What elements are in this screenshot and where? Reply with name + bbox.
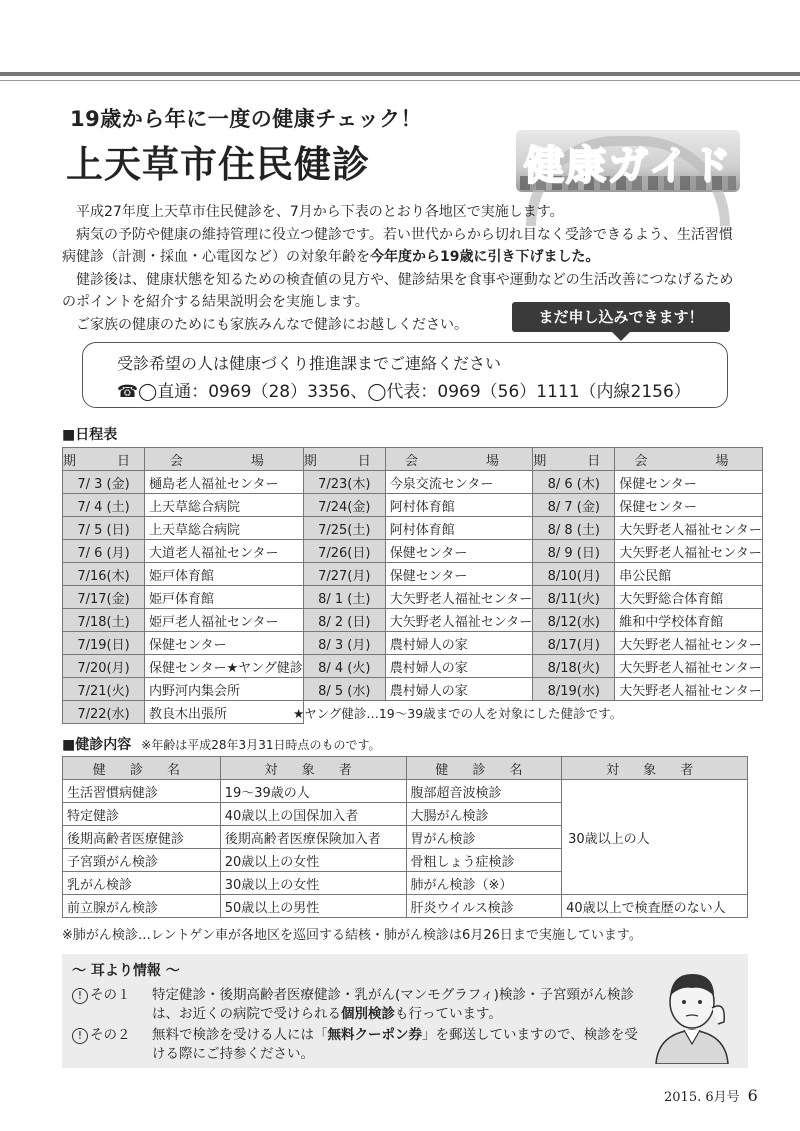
- schedule-date-cell: 7/ 4 (土): [63, 494, 145, 517]
- exam-target-cell: 19～39歳の人: [220, 780, 406, 803]
- schedule-date-cell: 8/ 5 (水): [303, 678, 385, 701]
- schedule-venue-cell: 姫戸老人福祉センター: [145, 609, 304, 632]
- schedule-row: [63, 632, 763, 655]
- badge-label: 健康ガイド: [524, 143, 733, 189]
- exams-header-row: [63, 757, 748, 780]
- col-exam-name: 健 診 名: [406, 757, 562, 780]
- schedule-venue-cell: 樋島老人福祉センター: [145, 471, 304, 494]
- schedule-date-cell: 8/11(火): [533, 586, 615, 609]
- schedule-venue-cell: 大矢野老人福祉センター: [615, 540, 762, 563]
- info-item-2-text-a: 無料で検診を受ける人には「: [152, 1027, 328, 1043]
- exams-heading-label: ■健診内容: [62, 737, 132, 753]
- exclamation-icon: !: [72, 1028, 88, 1044]
- schedule-venue-cell: 保健センター: [615, 471, 762, 494]
- exam-target-merged-cell: 30歳以上の人: [562, 780, 748, 895]
- schedule-row: [63, 655, 763, 678]
- schedule-venue-cell: 教良木出張所: [145, 701, 304, 724]
- contact-box: [82, 342, 728, 408]
- schedule-date-cell: 8/19(水): [533, 678, 615, 701]
- schedule-date-cell: 8/ 7 (金): [533, 494, 615, 517]
- individual-exam-emphasis: 個別検診: [341, 1006, 395, 1022]
- schedule-row: [63, 540, 763, 563]
- schedule-date-cell: 7/ 5 (日): [63, 517, 145, 540]
- col-date: 期 日: [303, 448, 385, 471]
- exam-target-cell: 後期高齢者医療保険加入者: [220, 826, 406, 849]
- health-guide-badge: [516, 130, 740, 192]
- schedule-row: [63, 471, 763, 494]
- exam-name-cell: 前立腺がん検診: [63, 895, 221, 918]
- info-heading: ～ 耳より情報 ～: [72, 963, 180, 979]
- exam-name-cell: 後期高齢者医療健診: [63, 826, 221, 849]
- schedule-empty-cell: [615, 701, 762, 724]
- schedule-venue-cell: 保健センター: [385, 563, 532, 586]
- schedule-venue-cell: 大矢野老人福祉センター: [615, 632, 762, 655]
- exam-name-cell: 特定健診: [63, 803, 221, 826]
- schedule-date-cell: 7/16(木): [63, 563, 145, 586]
- schedule-date-cell: 7/23(木): [303, 471, 385, 494]
- intro-paragraph-3: 健診後は、健康状態を知るための検査値の見方や、健診結果を食事や運動などの生活改善につなげるためのポイントを紹介する結果説明会を実施します。: [62, 271, 734, 311]
- info-item-1-text-a: 特定健診・後期高齢者医療健診・乳がん(マンモグラフィ)検診・子宮頸がん検診は、お近くの病院で受けられる: [152, 987, 634, 1022]
- exam-name-cell: 肝炎ウイルス検診: [406, 895, 562, 918]
- col-exam-target: 対 象 者: [562, 757, 748, 780]
- contact-line-1: 受診希望の人は健康づくり推進課までご連絡ください: [117, 354, 502, 373]
- info-item-2: [72, 1026, 638, 1062]
- schedule-date-cell: 7/25(土): [303, 517, 385, 540]
- exclamation-icon: !: [72, 988, 88, 1004]
- schedule-date-cell: 8/ 8 (土): [533, 517, 615, 540]
- schedule-table: [62, 447, 763, 724]
- schedule-venue-cell: 大矢野総合体育館: [615, 586, 762, 609]
- issue-label: 2015. 6月号: [664, 1090, 740, 1105]
- still-accepting-callout: まだ申し込みできます！: [512, 302, 730, 332]
- schedule-venue-cell: 上天草総合病院: [145, 517, 304, 540]
- schedule-row: [63, 586, 763, 609]
- schedule-date-cell: 8/ 9 (日): [533, 540, 615, 563]
- schedule-date-cell: 8/12(水): [533, 609, 615, 632]
- info-item-1-text-c: も行っています。: [395, 1006, 502, 1022]
- col-venue: 会 場: [615, 448, 762, 471]
- intro-paragraph-1: 平成27年度上天草市住民健診を、7月から下表のとおり各地区で実施します。: [76, 204, 564, 220]
- schedule-venue-cell: 姫戸体育館: [145, 586, 304, 609]
- schedule-venue-cell: 今泉交流センター: [385, 471, 532, 494]
- schedule-heading: ■日程表: [62, 427, 118, 443]
- exam-row: [63, 895, 748, 918]
- exam-name-cell: 骨粗しょう症検診: [406, 849, 562, 872]
- col-venue: 会 場: [385, 448, 532, 471]
- schedule-date-cell: 8/ 4 (火): [303, 655, 385, 678]
- schedule-venue-cell: 阿村体育館: [385, 517, 532, 540]
- exam-name-cell: 肺がん検診（※）: [406, 872, 562, 895]
- schedule-date-cell: 8/ 6 (木): [533, 471, 615, 494]
- schedule-row: [63, 609, 763, 632]
- schedule-date-cell: 7/26(日): [303, 540, 385, 563]
- contact-line-2: ☎◯直通：0969（28）3356、◯代表：0969（56）1111（内線2156）: [117, 382, 691, 402]
- schedule-date-cell: 8/ 2 (日): [303, 609, 385, 632]
- schedule-venue-cell: 大矢野老人福祉センター: [385, 609, 532, 632]
- young-checkup-note: ★ヤング健診…19～39歳までの人を対象にした健診です。: [293, 706, 623, 721]
- schedule-date-cell: 8/10(月): [533, 563, 615, 586]
- schedule-venue-cell: 保健センター: [615, 494, 762, 517]
- schedule-venue-cell: 農村婦人の家: [385, 678, 532, 701]
- intro-paragraph-2: [62, 224, 742, 269]
- schedule-date-cell: 8/ 1 (土): [303, 586, 385, 609]
- exam-target-cell: 40歳以上の国保加入者: [220, 803, 406, 826]
- schedule-venue-cell: 保健センター★ヤング健診: [145, 655, 304, 678]
- col-date: 期 日: [63, 448, 145, 471]
- schedule-venue-cell: 阿村体育館: [385, 494, 532, 517]
- exam-target-cell: 30歳以上の女性: [220, 872, 406, 895]
- intro-p2-emphasis: 今年度から19歳に引き下げました。: [370, 249, 600, 266]
- schedule-row: [63, 563, 763, 586]
- schedule-date-cell: 7/17(金): [63, 586, 145, 609]
- exam-target-cell: 40歳以上で検査歴のない人: [562, 895, 748, 918]
- exam-name-cell: 大腸がん検診: [406, 803, 562, 826]
- info-item-1-text: [152, 986, 642, 1024]
- intro-p2-text: 病気の予防や健康の維持管理に役立つ健診です。若い世代からから切れ目なく受診できるよう、生活習慣病健診（計測・採血・心電図など）の対象年齢を: [62, 226, 733, 266]
- schedule-venue-cell: 上天草総合病院: [145, 494, 304, 517]
- schedule-date-cell: 8/ 3 (月): [303, 632, 385, 655]
- schedule-date-cell: 7/ 3 (金): [63, 471, 145, 494]
- col-date: 期 日: [533, 448, 615, 471]
- schedule-date-cell: 8/18(火): [533, 655, 615, 678]
- exams-heading: [62, 734, 381, 754]
- exam-name-cell: 生活習慣病健診: [63, 780, 221, 803]
- info-item-2-text-c: 」を郵送していますので、検診を受ける際にご持参ください。: [152, 1027, 638, 1062]
- page-subtitle: 19歳から年に一度の健康チェック！: [70, 107, 423, 131]
- schedule-venue-cell: 農村婦人の家: [385, 632, 532, 655]
- lung-cancer-note: ※肺がん検診…レントゲン車が各地区を巡回する結核・肺がん検診は6月26日まで実施しています。: [62, 928, 642, 943]
- schedule-header-row: [63, 448, 763, 471]
- schedule-venue-cell: 保健センター: [385, 540, 532, 563]
- schedule-row: [63, 517, 763, 540]
- exams-age-note: ※年齢は平成28年3月31日時点のものです。: [141, 738, 381, 752]
- schedule-venue-cell: 姫戸体育館: [145, 563, 304, 586]
- schedule-venue-cell: 内野河内集会所: [145, 678, 304, 701]
- exam-name-cell: 子宮頸がん検診: [63, 849, 221, 872]
- schedule-venue-cell: 大道老人福祉センター: [145, 540, 304, 563]
- intro-paragraph-4: ご家族の健康のためにも家族みんなで健診にお越しください。: [76, 316, 468, 333]
- schedule-venue-cell: 保健センター: [145, 632, 304, 655]
- exam-name-cell: 腹部超音波検診: [406, 780, 562, 803]
- schedule-venue-cell: 大矢野老人福祉センター: [385, 586, 532, 609]
- info-item-1-label: その１: [90, 987, 131, 1003]
- col-venue: 会 場: [145, 448, 304, 471]
- header-rule-thin: [0, 80, 800, 81]
- schedule-date-cell: 7/24(金): [303, 494, 385, 517]
- exam-name-cell: 胃がん検診: [406, 826, 562, 849]
- schedule-date-cell: 7/18(土): [63, 609, 145, 632]
- col-exam-target: 対 象 者: [220, 757, 406, 780]
- exam-name-cell: 乳がん検診: [63, 872, 221, 895]
- schedule-date-cell: 7/22(水): [63, 701, 145, 724]
- listening-man-icon: [646, 964, 738, 1064]
- schedule-date-cell: 7/19(日): [63, 632, 145, 655]
- exam-target-cell: 20歳以上の女性: [220, 849, 406, 872]
- schedule-venue-cell: 大矢野老人福祉センター: [615, 655, 762, 678]
- header-rule-thick: [0, 72, 800, 76]
- schedule-venue-cell: 大矢野老人福祉センター: [615, 678, 762, 701]
- schedule-date-cell: 8/17(月): [533, 632, 615, 655]
- schedule-row: [63, 678, 763, 701]
- schedule-date-cell: 7/20(月): [63, 655, 145, 678]
- free-coupon-emphasis: 無料クーポン券: [327, 1027, 422, 1043]
- info-item-1: [72, 986, 634, 1022]
- info-item-2-text: [152, 1026, 642, 1064]
- page-number: 6: [747, 1086, 758, 1105]
- exam-row: [63, 780, 748, 803]
- exams-table: [62, 756, 748, 918]
- exam-target-cell: 50歳以上の男性: [220, 895, 406, 918]
- info-item-2-label: その２: [90, 1027, 131, 1043]
- schedule-date-cell: 7/21(火): [63, 678, 145, 701]
- page-title: 上天草市住民健診: [66, 143, 370, 186]
- schedule-venue-cell: 農村婦人の家: [385, 655, 532, 678]
- schedule-row: [63, 494, 763, 517]
- schedule-venue-cell: 大矢野老人福祉センター: [615, 517, 762, 540]
- schedule-venue-cell: 串公民館: [615, 563, 762, 586]
- schedule-date-cell: 7/ 6 (月): [63, 540, 145, 563]
- schedule-date-cell: 7/27(月): [303, 563, 385, 586]
- col-exam-name: 健 診 名: [63, 757, 221, 780]
- page-footer: [664, 1086, 758, 1105]
- schedule-venue-cell: 維和中学校体育館: [615, 609, 762, 632]
